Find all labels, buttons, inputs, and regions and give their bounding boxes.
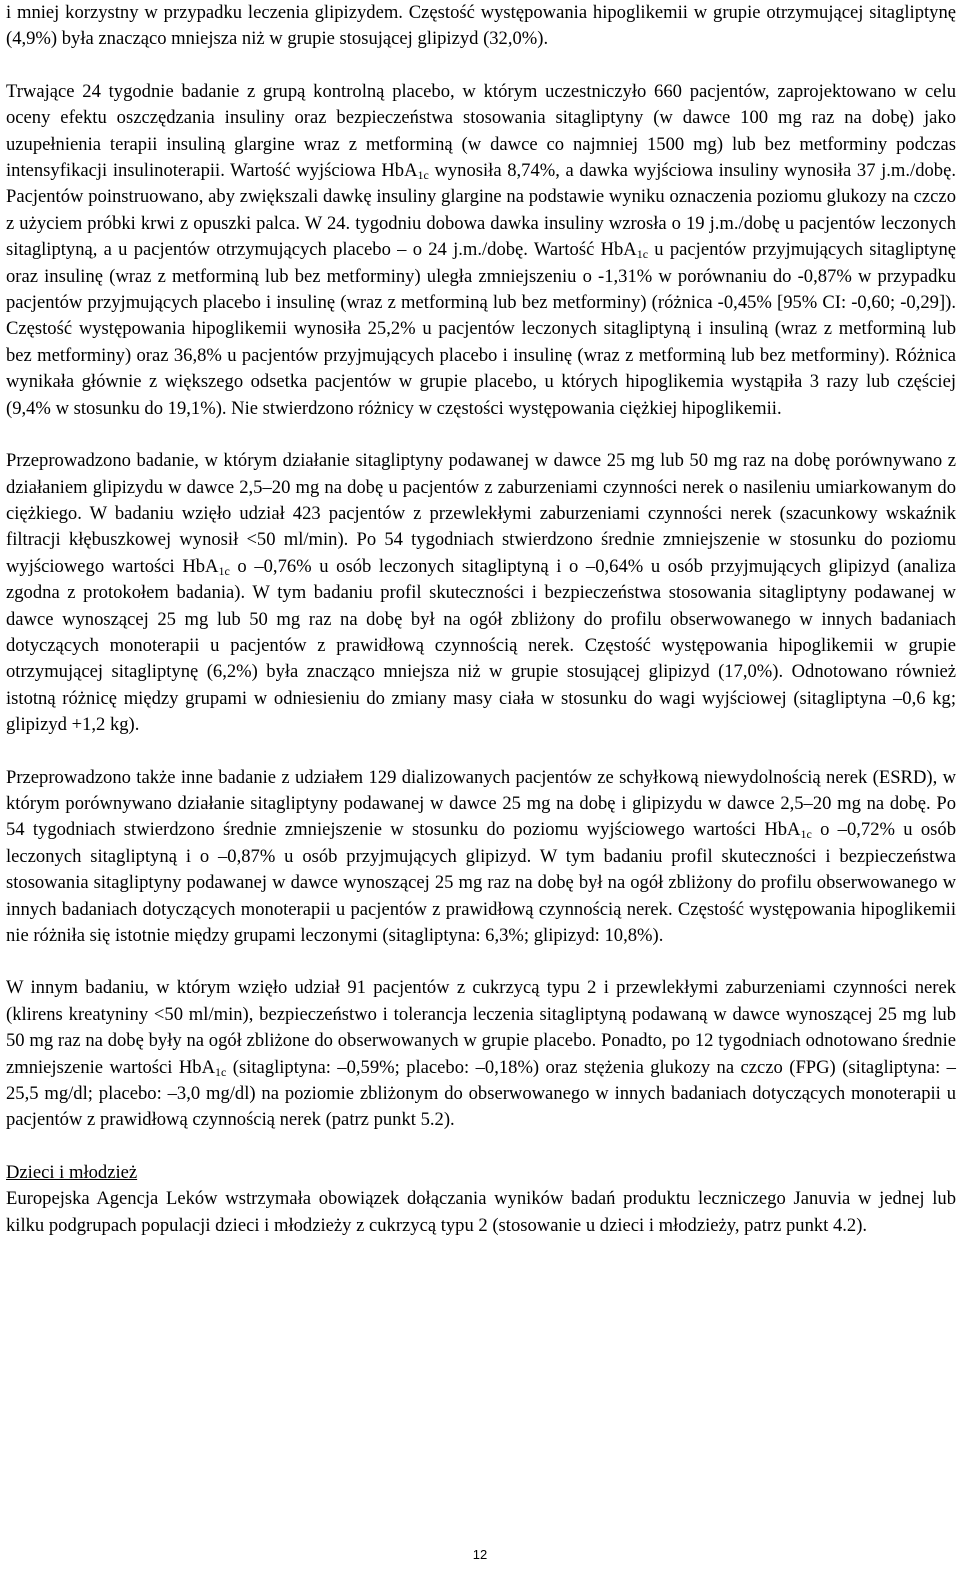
text-segment: Trwające 24 tygodnie badanie z grupą kontrolną placebo, w którym uczestniczyło 660 pacjentów, zaprojektowano w celu oceny efektu oszczędzania insuliny oraz bezpieczeństwa stosowania sitagliptyny (w dawce 100 mg raz na dobę) jako uzupełnienia terapii insuliną glargine wraz z metforminą (w dawce co najmniej 1500 mg) lub bez metforminy podczas intensyfikacji insulinoterapii. Wartość wyjściowa HbA	[6, 80, 956, 182]
paragraph-esrd-study	[6, 765, 956, 950]
text-segment: u pacjentów przyjmujących sitagliptynę oraz insulinę (wraz z metforminą lub bez metforminy) uległa zmniejszeniu o -1,31% w porównaniu do -0,87% w przypadku pacjentów przyjmujących placebo i insulinę (wraz z metforminą lub bez metforminy) (różnica -0,45% [95% CI: -0,60; -0,29]). Częstość występowania hipoglikemii wynosiła 25,2% u pacjentów leczonych sitagliptyną i insuliną (wraz z metforminą lub bez metforminy) oraz 36,8% u pacjentów przyjmujących placebo i insulinę (wraz z metforminą lub bez metforminy). Różnica wynikała głównie z większego odsetka pacjentów w grupie placebo, u których hipoglikemia wystąpiła 3 razy lub częściej (9,4% w stosunku do 19,1%). Nie stwierdzono różnicy w częstości występowania ciężkiej hipoglikemii.	[6, 239, 956, 419]
paragraph-renal-impairment-study	[6, 448, 956, 738]
text-segment: (sitagliptyna: –0,59%; placebo: –0,18%) oraz stężenia glukozy na czczo (FPG) (sitagliptyna: –25,5 mg/dl; placebo: –3,0 mg/dl) na poziomie zbliżonym do obserwowanego w innych badaniach dotyczących monoterapii u pacjentów z prawidłową czynnością nerek (patrz punkt 5.2).	[6, 1056, 956, 1131]
text-segment: Przeprowadzono badanie, w którym działanie sitagliptyny podawanej w dawce 25 mg lub 50 mg raz na dobę porównywano z działaniem glipizydu w dawce 2,5–20 mg na dobę u pacjentów z zaburzeniami czynności nerek o nasileniu umiarkowanym do ciężkiego. W badaniu wzięło udział 423 pacjentów z przewlekłymi zaburzeniami czynności nerek (szacunkowy wskaźnik filtracji kłębuszkowej wynosił <50 ml/min). Po 54 tygodniach stwierdzono średnie zmniejszenie w stosunku do poziomu wyjściowego wartości HbA	[6, 450, 956, 577]
subscript-1c: 1c	[417, 168, 429, 183]
subscript-1c: 1c	[215, 1064, 227, 1079]
subscript-1c: 1c	[636, 247, 649, 262]
paragraph-insulin-glargine-study	[6, 79, 956, 422]
text-segment: Przeprowadzono także inne badanie z udziałem 129 dializowanych pacjentów ze schyłkową niewydolnością nerek (ESRD), w którym porównywano działanie sitagliptyny podawanej w dawce 25 mg na dobę i glipizydu w dawce 2,5–20 mg na dobę. Po 54 tygodniach stwierdzono średnie zmniejszenie w stosunku do poziomu wyjściowego wartości HbA	[6, 766, 956, 841]
paragraph-children: Europejska Agencja Leków wstrzymała obowiązek dołączania wyników badań produktu leczniczego Januvia w jednej lub kilku podgrupach populacji dzieci i młodzieży z cukrzycą typu 2 (stosowanie u dzieci i młodzieży, patrz punkt 4.2).	[6, 1188, 956, 1236]
text-segment: W innym badaniu, w którym wzięło udział 91 pacjentów z cukrzycą typu 2 i przewlekłymi zaburzeniami czynności nerek (klirens kreatyniny <50 ml/min), bezpieczeństwo i tolerancja leczenia sitagliptyną podawaną w dawce wynoszącej 25 mg lub 50 mg raz na dobę były na ogół zbliżone do obserwowanych w grupie placebo. Ponadto, po 12 tygodniach odnotowano średnie zmniejszenie wartości HbA	[6, 977, 956, 1078]
paragraph-placebo-renal-study	[6, 975, 956, 1133]
text-segment: o –0,76% u osób leczonych sitagliptyną i o –0,64% u osób przyjmujących glipizyd (analiza zgodna z protokołem badania). W tym badaniu profil skuteczności i bezpieczeństwa stosowania sitagliptyny podawanej w dawce wynoszącej 25 mg lub 50 mg raz na dobę był na ogół zbliżony do profilu obserwowanego w innych badaniach dotyczących monoterapii u pacjentów z prawidłową czynnością nerek. Częstość występowania hipoglikemii w grupie otrzymującej sitagliptynę (6,2%) była znacząco mniejsza niż w grupie stosującej glipizyd (17,0%). Odnotowano również istotną różnicę między grupami w odniesieniu do zmiany masy ciała w stosunku do wagi wyjściowej (sitagliptyna –0,6 kg; glipizyd +1,2 kg).	[6, 555, 956, 736]
text-segment: o –0,72% u osób leczonych sitagliptyną i o –0,87% u osób przyjmujących glipizyd. W tym badaniu profil skuteczności i bezpieczeństwa stosowania sitagliptyny podawanej w dawce wynoszącej 25 mg raz na dobę był na ogół zbliżony do profilu obserwowanego w innych badaniach dotyczących monoterapii u pacjentów z prawidłową czynnością nerek. Częstość występowania hipoglikemii nie różniła się istotnie między grupami leczonymi (sitagliptyna: 6,3%; glipizyd: 10,8%).	[6, 819, 957, 946]
paragraph-glipizide-continuation: i mniej korzystny w przypadku leczenia glipizydem. Częstość występowania hipoglikemii w grupie otrzymującej sitagliptynę (4,9%) była znacząco mniejsza niż w grupie stosującej glipizyd (32,0%).	[6, 2, 956, 50]
text-segment: wynosiła 8,74%, a dawka wyjściowa insuliny wynosiła 37 j.m./dobę. Pacjentów poinstruowano, aby zwiększali dawkę insuliny glargine na podstawie wyniku oznaczenia poziomu glukozy na czczo z użyciem próbki krwi z opuszki palca. W 24. tygodniu dobowa dawka insuliny wzrosła o 19 j.m./dobę u pacjentów leczonych sitagliptyną, a u pacjentów otrzymujących placebo – o 24 j.m./dobę. Wartość HbA	[6, 160, 956, 261]
subscript-1c: 1c	[218, 563, 230, 578]
section-heading-children: Dzieci i młodzież	[6, 1161, 138, 1183]
subscript-1c: 1c	[800, 827, 812, 842]
document-page	[6, 0, 956, 1239]
page-number: 12	[472, 1547, 488, 1562]
